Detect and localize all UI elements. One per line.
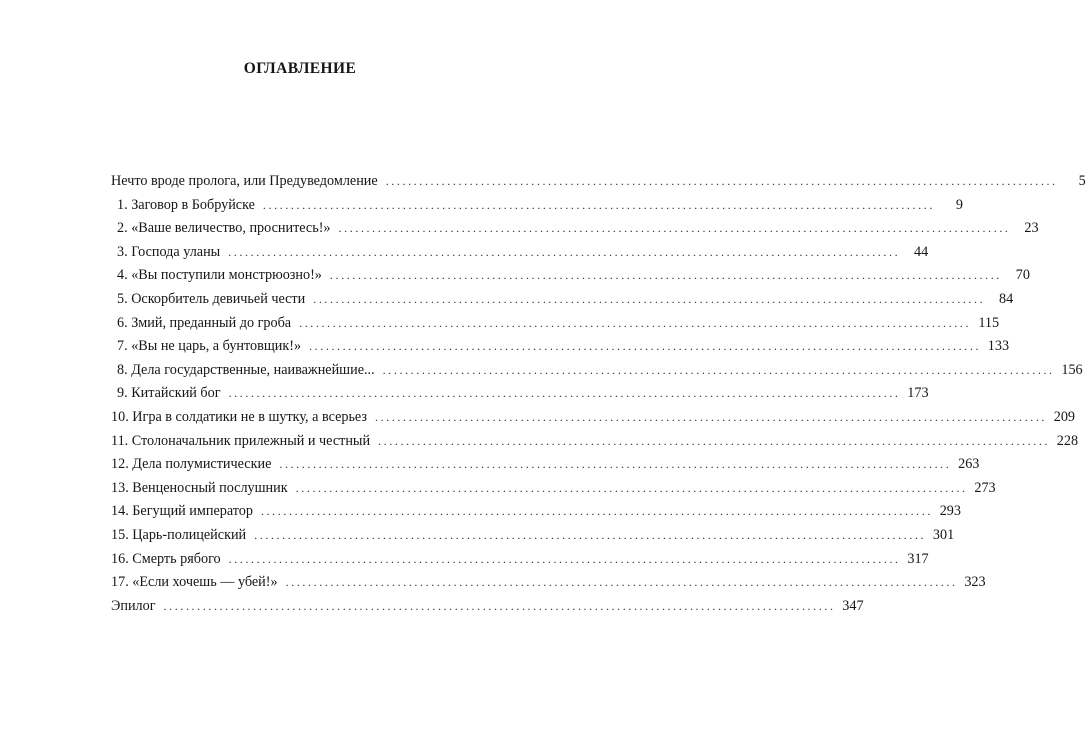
toc-dot-leader: ........................................................................................................................ bbox=[299, 315, 972, 330]
toc-page-number: 347 bbox=[842, 597, 864, 614]
toc-entry-title: 5. Оскорбитель девичьей чести bbox=[117, 290, 306, 307]
toc-page-number: 9 bbox=[955, 196, 963, 213]
toc-dot-leader: ........................................................................................................................ bbox=[228, 244, 901, 259]
toc-entry bbox=[111, 220, 1039, 244]
toc-entry bbox=[111, 408, 1076, 433]
toc-page-number: 44 bbox=[914, 243, 929, 260]
toc-entry-title: 16. Смерть рябого bbox=[111, 550, 221, 567]
toc-entry bbox=[111, 243, 929, 268]
toc-entry bbox=[111, 597, 864, 622]
toc-page-number: 209 bbox=[1053, 408, 1076, 425]
toc-entry-title: 9. Китайский бог bbox=[117, 385, 221, 402]
table-of-contents bbox=[111, 173, 1086, 621]
toc-dot-leader: ........................................................................................................................ bbox=[382, 362, 1055, 377]
toc-entry-title: 6. Змий, преданный до гроба bbox=[117, 314, 292, 331]
toc-dot-leader: ........................................................................................................................ bbox=[338, 221, 1011, 236]
toc-dot-leader: ........................................................................................................................ bbox=[329, 268, 1002, 283]
toc-page-number: 5 bbox=[1078, 173, 1086, 189]
toc-dot-leader: ........................................................................................................................ bbox=[279, 457, 952, 472]
toc-entry bbox=[111, 361, 1083, 386]
toc-dot-leader: ........................................................................................................................ bbox=[285, 575, 958, 590]
toc-entry bbox=[111, 385, 929, 409]
toc-page-number: 293 bbox=[939, 503, 961, 520]
page-title: ОГЛАВЛЕНИЕ bbox=[243, 60, 357, 77]
toc-entry bbox=[111, 267, 1030, 291]
toc-entry bbox=[111, 503, 961, 527]
toc-dot-leader: ........................................................................................................................ bbox=[228, 551, 901, 566]
toc-entry-title: 14. Бегущий император bbox=[111, 503, 253, 520]
toc-entry-title: 11. Столоначальник прилежный и честный bbox=[111, 432, 371, 449]
toc-entry-title: 2. «Ваше величество, проснитесь!» bbox=[117, 220, 331, 237]
toc-entry bbox=[111, 574, 986, 598]
toc-dot-leader: ........................................................................................................................ bbox=[385, 174, 1058, 188]
toc-entry-title: 10. Игра в солдатики не в шутку, а всерьез bbox=[111, 408, 368, 425]
toc-entry-title: 7. «Вы не царь, а бунтовщик!» bbox=[117, 338, 302, 355]
toc-entry-title: Эпилог bbox=[111, 597, 156, 614]
toc-entry-title: Нечто вроде пролога, или Предуведомление bbox=[111, 173, 378, 189]
toc-dot-leader: ........................................................................................................................ bbox=[375, 409, 1048, 424]
toc-dot-leader: ........................................................................................................................ bbox=[262, 197, 935, 212]
toc-page-number: 84 bbox=[999, 290, 1014, 307]
toc-dot-leader: ........................................................................................................................ bbox=[163, 598, 836, 613]
toc-entry-title: 12. Дела полумистические bbox=[111, 456, 272, 473]
toc-entry-title: 17. «Если хочешь — убей!» bbox=[111, 574, 278, 591]
toc-entry bbox=[111, 526, 955, 551]
toc-entry-title: 8. Дела государственные, наиважнейшие... bbox=[117, 361, 375, 378]
toc-entry bbox=[111, 550, 929, 575]
toc-page-number: 228 bbox=[1056, 432, 1079, 449]
toc-entry-title: 3. Господа уланы bbox=[117, 243, 221, 260]
toc-page-number: 301 bbox=[932, 526, 955, 543]
toc-page-number: 323 bbox=[964, 574, 986, 591]
toc-page-number: 173 bbox=[907, 385, 929, 402]
toc-dot-leader: ........................................................................................................................ bbox=[228, 386, 901, 401]
toc-page-number: 273 bbox=[974, 479, 996, 496]
toc-entry bbox=[111, 290, 1014, 315]
toc-dot-leader: ........................................................................................................................ bbox=[295, 480, 968, 495]
toc-dot-leader: ........................................................................................................................ bbox=[313, 291, 986, 306]
toc-dot-leader: ........................................................................................................................ bbox=[260, 504, 933, 519]
toc-entry bbox=[111, 173, 1086, 197]
toc-page-number: 70 bbox=[1015, 267, 1030, 284]
toc-entry bbox=[111, 456, 980, 480]
toc-entry-title: 13. Венценосный послушник bbox=[111, 479, 288, 496]
toc-page-number: 23 bbox=[1024, 220, 1039, 237]
toc-dot-leader: ........................................................................................................................ bbox=[378, 433, 1051, 448]
toc-page-number: 115 bbox=[978, 314, 1000, 331]
toc-entry bbox=[111, 338, 1010, 362]
toc-entry-title: 15. Царь-полицейский bbox=[111, 526, 247, 543]
toc-page-number: 133 bbox=[987, 338, 1010, 355]
toc-page-number: 263 bbox=[958, 456, 980, 473]
toc-page-number: 156 bbox=[1061, 361, 1083, 378]
toc-page-number: 317 bbox=[907, 550, 929, 567]
toc-entry bbox=[111, 432, 1079, 457]
toc-entry-title: 1. Заговор в Бобруйске bbox=[117, 196, 255, 213]
toc-dot-leader: ........................................................................................................................ bbox=[309, 339, 982, 354]
toc-entry bbox=[111, 314, 1000, 339]
toc-entry-title: 4. «Вы поступили монстрюозно!» bbox=[117, 267, 322, 284]
toc-dot-leader: ........................................................................................................................ bbox=[254, 527, 927, 542]
toc-entry bbox=[111, 196, 963, 221]
toc-entry bbox=[111, 479, 996, 504]
